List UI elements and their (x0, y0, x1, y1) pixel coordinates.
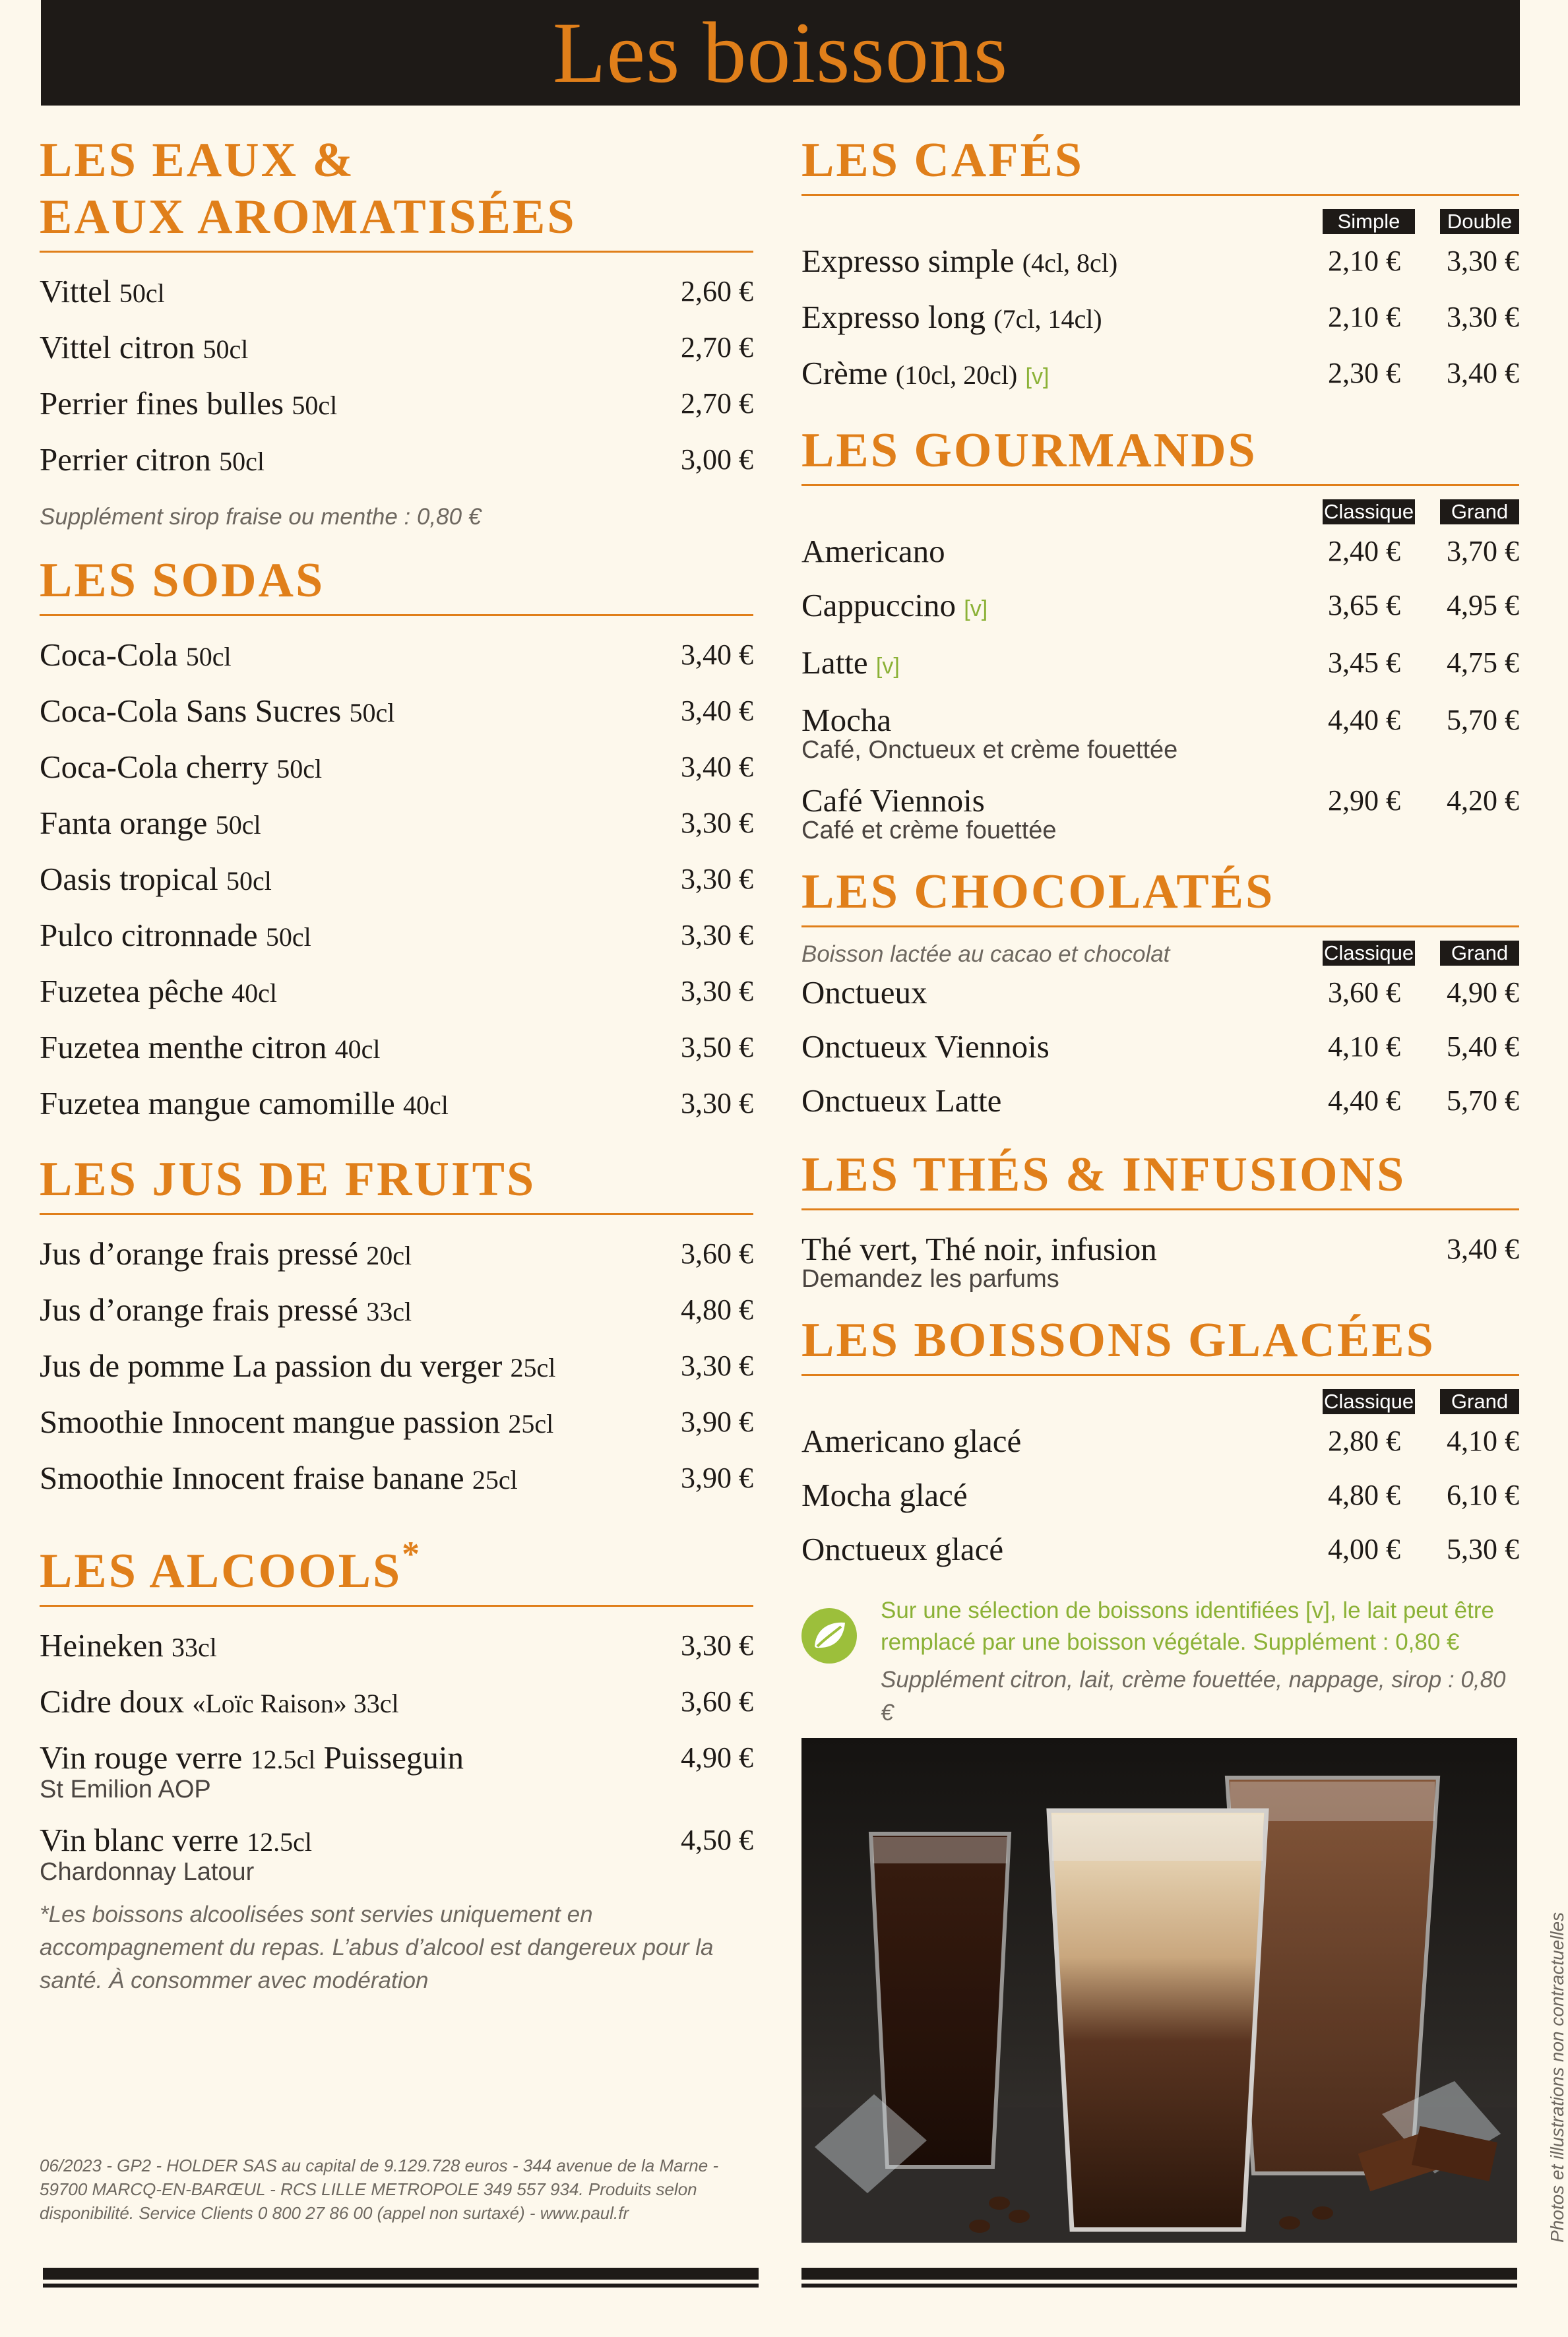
footer-line-left (43, 2284, 759, 2288)
item-name: Heineken (40, 1627, 164, 1664)
item-name: Americano glacé (801, 1423, 1022, 1459)
item-description: Demandez les parfums (801, 1265, 1059, 1293)
item-name-line (40, 684, 753, 740)
menu-section (40, 552, 753, 1133)
item-size: 40cl (334, 1034, 381, 1064)
item-name: Cidre doux (40, 1683, 185, 1720)
menu-item (801, 693, 1519, 747)
item-name-line (40, 321, 753, 377)
item-price-2: 6,10 € (1447, 1479, 1519, 1511)
item-name: Smoothie Innocent mangue passion (40, 1404, 501, 1440)
item-price: 3,30 € (681, 1087, 753, 1119)
item-price: 3,60 € (681, 1685, 753, 1718)
item-name: Fuzetea mangue camomille (40, 1085, 395, 1121)
item-price-1: 4,40 € (1328, 704, 1400, 736)
item-name-line (801, 524, 1519, 578)
item-price-2: 4,75 € (1447, 646, 1519, 679)
menu-item (40, 1283, 753, 1339)
item-price-1: 2,90 € (1328, 784, 1400, 817)
vegetal-note-row (801, 1595, 1519, 1729)
section-title (40, 1151, 753, 1215)
footer-bar-left (43, 2268, 759, 2280)
size-badge-2: Grand (1440, 941, 1519, 966)
menu-item (40, 1731, 753, 1787)
menu-item (801, 1522, 1519, 1576)
item-name-line (801, 1020, 1519, 1074)
item-name: Fuzetea pêche (40, 973, 224, 1009)
menu-item (801, 1414, 1519, 1468)
menu-item (40, 1020, 753, 1076)
section-title (801, 1146, 1519, 1210)
iced-drinks-illustration (801, 1738, 1517, 2243)
item-price-2: 5,70 € (1447, 704, 1519, 736)
item-price: 3,30 € (681, 1629, 753, 1662)
menu-item (801, 1074, 1519, 1128)
item-name: Fanta orange (40, 805, 208, 841)
item-size: 50cl (226, 866, 272, 896)
item-size: 50cl (203, 334, 249, 364)
item-name-line (40, 908, 753, 964)
item-name-line (801, 1414, 1519, 1468)
item-size: (4cl, 8cl) (1022, 248, 1118, 278)
item-size: 50cl (185, 642, 232, 671)
size-header (801, 208, 1519, 234)
section-title-line: EAUX AROMATISÉES (40, 190, 577, 244)
menu-item (801, 636, 1519, 693)
item-name: Cappuccino (801, 587, 956, 623)
menu-section (801, 1146, 1519, 1293)
item-name-line (40, 265, 753, 321)
item-name-line (40, 1451, 753, 1507)
section-title (801, 863, 1519, 927)
leaf-icon (801, 1608, 857, 1664)
item-name: Vittel (40, 273, 111, 309)
drinks-photo (801, 1738, 1517, 2243)
item-name-line (801, 966, 1519, 1020)
item-price-2: 4,90 € (1447, 976, 1519, 1009)
item-size: 12.5cl (247, 1827, 312, 1857)
right-column (801, 132, 1519, 1729)
item-name-line (801, 1222, 1519, 1276)
item-name: Onctueux Viennois (801, 1028, 1050, 1065)
size-badge-1: Classique (1323, 500, 1414, 523)
item-size: 25cl (510, 1353, 556, 1383)
item-size: (10cl, 20cl) (895, 360, 1018, 390)
menu-item (40, 1451, 753, 1507)
item-price: 3,30 € (681, 1350, 753, 1382)
asterisk-mark: * (402, 1534, 420, 1574)
item-price-1: 3,65 € (1328, 589, 1400, 621)
section-title-line: LES SODAS (40, 553, 325, 608)
item-name-line (801, 1522, 1519, 1576)
item-price-1: 4,10 € (1328, 1030, 1400, 1063)
item-price-1: 2,10 € (1328, 301, 1400, 333)
item-name: Crème (801, 355, 888, 391)
item-name: Jus d’orange frais pressé (40, 1292, 359, 1328)
menu-item (40, 740, 753, 796)
menu-item (40, 628, 753, 684)
item-size: 50cl (219, 447, 265, 476)
item-price-2: 5,30 € (1447, 1533, 1519, 1565)
item-price: 3,90 € (681, 1406, 753, 1438)
item-price-1: 4,40 € (1328, 1084, 1400, 1117)
item-name-line (801, 636, 1519, 693)
menu-item (40, 1619, 753, 1675)
item-price: 3,90 € (681, 1462, 753, 1494)
menu-item (40, 1813, 753, 1869)
item-name-line (40, 1813, 753, 1869)
item-size: 50cl (119, 278, 165, 308)
item-name: Coca-Cola Sans Sucres (40, 693, 342, 729)
vegetal-mark: [v] (875, 654, 900, 679)
menu-item (40, 852, 753, 908)
menu-section (40, 1151, 753, 1507)
menu-item (801, 578, 1519, 636)
menu-item (801, 1468, 1519, 1522)
menu-item (40, 908, 753, 964)
menu-item (801, 234, 1519, 290)
item-name-line (40, 1020, 753, 1076)
item-name: Onctueux glacé (801, 1531, 1004, 1567)
item-price: 3,40 € (681, 639, 753, 671)
item-price-2: 4,20 € (1447, 784, 1519, 817)
item-price-1: 4,00 € (1328, 1533, 1400, 1565)
item-name: Onctueux (801, 974, 927, 1011)
menu-item (40, 1395, 753, 1451)
section-title-line: LES CHOCOLATÉS (801, 865, 1275, 919)
menu-item (40, 796, 753, 852)
section-title (801, 1312, 1519, 1376)
item-size: 50cl (292, 390, 338, 420)
size-header (801, 1388, 1519, 1414)
section-title-line: LES CAFÉS (801, 133, 1084, 187)
item-name-line (40, 628, 753, 684)
item-name: Perrier citron (40, 441, 211, 478)
item-name-line (40, 1339, 753, 1395)
item-price-2: 4,95 € (1447, 589, 1519, 621)
item-name-line (40, 1675, 753, 1731)
size-badge-2: Double (1440, 209, 1519, 234)
item-name: Vittel citron (40, 329, 195, 365)
item-price-1: 4,80 € (1328, 1479, 1400, 1511)
item-price: 3,00 € (681, 443, 753, 476)
menu-item (40, 1675, 753, 1731)
item-price-2: 3,40 € (1447, 1233, 1519, 1265)
item-price: 3,30 € (681, 863, 753, 895)
item-size: 40cl (403, 1090, 449, 1120)
item-name: Mocha (801, 702, 892, 738)
item-name-line (801, 234, 1519, 290)
item-name-line (801, 693, 1519, 747)
item-name: Jus d’orange frais pressé (40, 1235, 359, 1272)
item-price: 2,70 € (681, 387, 753, 420)
item-price: 3,30 € (681, 807, 753, 839)
menu-item (40, 377, 753, 433)
size-badge-1: Classique (1323, 1390, 1414, 1413)
item-name-line (40, 964, 753, 1020)
legal-notice: 06/2023 - GP2 - HOLDER SAS au capital de 9.129.728 euros - 344 avenue de la Marne - 59700 MARCQ-EN-BARŒUL - RCS LILLE METROPOLE 349 557 934. Produits selon disponibilité. Service Clients 0 800 27 86 00 (appel non surtaxé) - www.paul.fr (40, 2156, 719, 2223)
item-suffix: Puisseguin (323, 1739, 464, 1776)
section-title (801, 132, 1519, 196)
menu-item (801, 774, 1519, 828)
size-badge-1: Classique (1323, 941, 1414, 964)
item-size: 50cl (265, 922, 311, 952)
item-name: Coca-Cola cherry (40, 749, 268, 785)
menu-item (801, 966, 1519, 1020)
item-name-line (40, 796, 753, 852)
supplement-note: Supplément citron, lait, crème fouettée, nappage, sirop : 0,80 € (881, 1667, 1506, 1726)
vegetal-mark: [v] (964, 596, 988, 621)
side-disclaimer: Photos et illustrations non contractuelles (1547, 1912, 1567, 2243)
item-name-line (40, 433, 753, 489)
item-description: St Emilion AOP (40, 1776, 211, 1803)
item-size: 50cl (276, 754, 323, 784)
item-name: Jus de pomme La passion du verger (40, 1348, 503, 1384)
section-title-line: LES BOISSONS GLACÉES (801, 1313, 1435, 1367)
item-name-line (801, 290, 1519, 346)
item-size: 25cl (472, 1465, 518, 1495)
item-price: 4,80 € (681, 1293, 753, 1326)
item-name: Mocha glacé (801, 1477, 968, 1513)
menu-item (40, 1076, 753, 1133)
item-price-1: 2,40 € (1328, 535, 1400, 567)
item-name: Café Viennois (801, 782, 985, 819)
item-price-2: 3,40 € (1447, 357, 1519, 389)
menu-item (40, 964, 753, 1020)
size-badge-1: Simple (1323, 209, 1415, 234)
item-price-2: 3,30 € (1447, 245, 1519, 277)
item-price-2: 5,70 € (1447, 1084, 1519, 1117)
item-name: Pulco citronnade (40, 917, 258, 953)
item-size: 33cl (366, 1297, 412, 1326)
footer-bar-right (801, 2268, 1517, 2280)
item-name: Expresso long (801, 299, 986, 335)
item-name-line (40, 1619, 753, 1675)
menu-item (40, 684, 753, 740)
item-description: Café et crème fouettée (801, 817, 1057, 844)
item-name: Onctueux Latte (801, 1082, 1002, 1119)
item-name-line (801, 774, 1519, 828)
menu-section (801, 1312, 1519, 1576)
item-price: 2,60 € (681, 275, 753, 307)
menu-item (801, 290, 1519, 346)
item-price: 3,30 € (681, 975, 753, 1007)
item-price-1: 3,45 € (1328, 646, 1400, 679)
item-name: Vin rouge verre (40, 1739, 243, 1776)
item-price-2: 3,30 € (1447, 301, 1519, 333)
size-badge-2: Grand (1440, 1389, 1519, 1414)
section-title-line: LES JUS DE FRUITS (40, 1152, 536, 1206)
item-name-line (40, 1731, 753, 1787)
item-name: Fuzetea menthe citron (40, 1029, 327, 1065)
item-price-2: 3,70 € (1447, 535, 1519, 567)
menu-section (40, 1526, 753, 1997)
item-price: 2,70 € (681, 331, 753, 363)
section-note: *Les boissons alcoolisées sont servies uniquement en accompagnement du repas. L’abus d’alcool est dangereux pour la santé. À consommer avec modération (40, 1902, 714, 1993)
item-name: Oasis tropical (40, 861, 218, 897)
item-price-1: 3,60 € (1328, 976, 1400, 1009)
item-name-line (40, 1227, 753, 1283)
item-price: 3,40 € (681, 751, 753, 783)
footer-line-right (801, 2284, 1517, 2288)
item-name: Americano (801, 533, 945, 569)
item-name: Vin blanc verre (40, 1822, 239, 1858)
item-name: Thé vert, Thé noir, infusion (801, 1231, 1157, 1267)
vegetal-note: Sur une sélection de boissons identifiées [v], le lait peut être remplacé par une boisson végétale. Supplément : 0,80 € (881, 1598, 1494, 1655)
item-name: Perrier fines bulles (40, 385, 284, 421)
section-title-line: LES EAUX & (40, 133, 356, 187)
section-note: Supplément sirop fraise ou menthe : 0,80 € (40, 504, 482, 530)
item-name: Latte (801, 644, 868, 681)
menu-item (801, 1020, 1519, 1074)
item-name-line (801, 1074, 1519, 1128)
item-price: 4,90 € (681, 1741, 753, 1774)
item-name-line (801, 578, 1519, 636)
menu-item (801, 1222, 1519, 1276)
item-name-line (40, 1395, 753, 1451)
menu-item (40, 265, 753, 321)
item-name-line (40, 740, 753, 796)
section-title-line: LES ALCOOLS (40, 1544, 402, 1598)
item-name-line (801, 346, 1519, 404)
menu-item (40, 433, 753, 489)
item-size: 33cl (172, 1633, 217, 1662)
item-name-line (801, 1468, 1519, 1522)
item-size: 25cl (508, 1409, 554, 1439)
item-description: Chardonnay Latour (40, 1858, 255, 1886)
menu-section (40, 132, 753, 534)
section-subtitle: Boisson lactée au cacao et chocolat (801, 941, 1170, 967)
size-header (801, 939, 1519, 966)
menu-item (801, 346, 1519, 404)
section-title (40, 552, 753, 616)
item-price: 4,50 € (681, 1824, 753, 1856)
item-name-line (40, 377, 753, 433)
item-description: Café, Onctueux et crème fouettée (801, 736, 1178, 764)
item-size: 50cl (349, 698, 395, 728)
item-size: 50cl (215, 810, 261, 840)
item-size: «Loïc Raison» 33cl (192, 1689, 399, 1718)
section-title-line: LES THÉS & INFUSIONS (801, 1148, 1406, 1202)
menu-item (801, 524, 1519, 578)
section-title (40, 1526, 753, 1607)
item-size: 12.5cl (250, 1745, 316, 1774)
left-column (40, 132, 753, 2016)
item-price: 3,50 € (681, 1031, 753, 1063)
menu-item (40, 321, 753, 377)
size-badge-2: Grand (1440, 499, 1519, 524)
item-price: 3,30 € (681, 919, 753, 951)
menu-item (40, 1339, 753, 1395)
item-size: 40cl (232, 978, 277, 1008)
section-title (801, 422, 1519, 486)
menu-section (801, 422, 1519, 845)
item-name-line (40, 1076, 753, 1133)
item-name: Coca-Cola (40, 637, 178, 673)
page-title: Les boissons (552, 4, 1009, 101)
vegetal-mark: [v] (1025, 364, 1050, 389)
menu-item (40, 1227, 753, 1283)
menu-section (801, 863, 1519, 1128)
item-size: 20cl (366, 1241, 412, 1270)
item-name: Smoothie Innocent fraise banane (40, 1460, 464, 1496)
item-name-line (40, 852, 753, 908)
item-price: 3,60 € (681, 1237, 753, 1270)
item-price-2: 5,40 € (1447, 1030, 1519, 1063)
item-price-1: 2,30 € (1328, 357, 1400, 389)
item-name: Expresso simple (801, 243, 1015, 279)
size-header (801, 498, 1519, 524)
menu-section (801, 132, 1519, 404)
item-price-2: 4,10 € (1447, 1425, 1519, 1457)
item-size: (7cl, 14cl) (993, 304, 1102, 334)
item-price-1: 2,10 € (1328, 245, 1400, 277)
section-title-line: LES GOURMANDS (801, 423, 1257, 478)
section-title (40, 132, 753, 253)
item-price-1: 2,80 € (1328, 1425, 1400, 1457)
title-bar (41, 0, 1520, 106)
item-name-line (40, 1283, 753, 1339)
item-price: 3,40 € (681, 695, 753, 727)
